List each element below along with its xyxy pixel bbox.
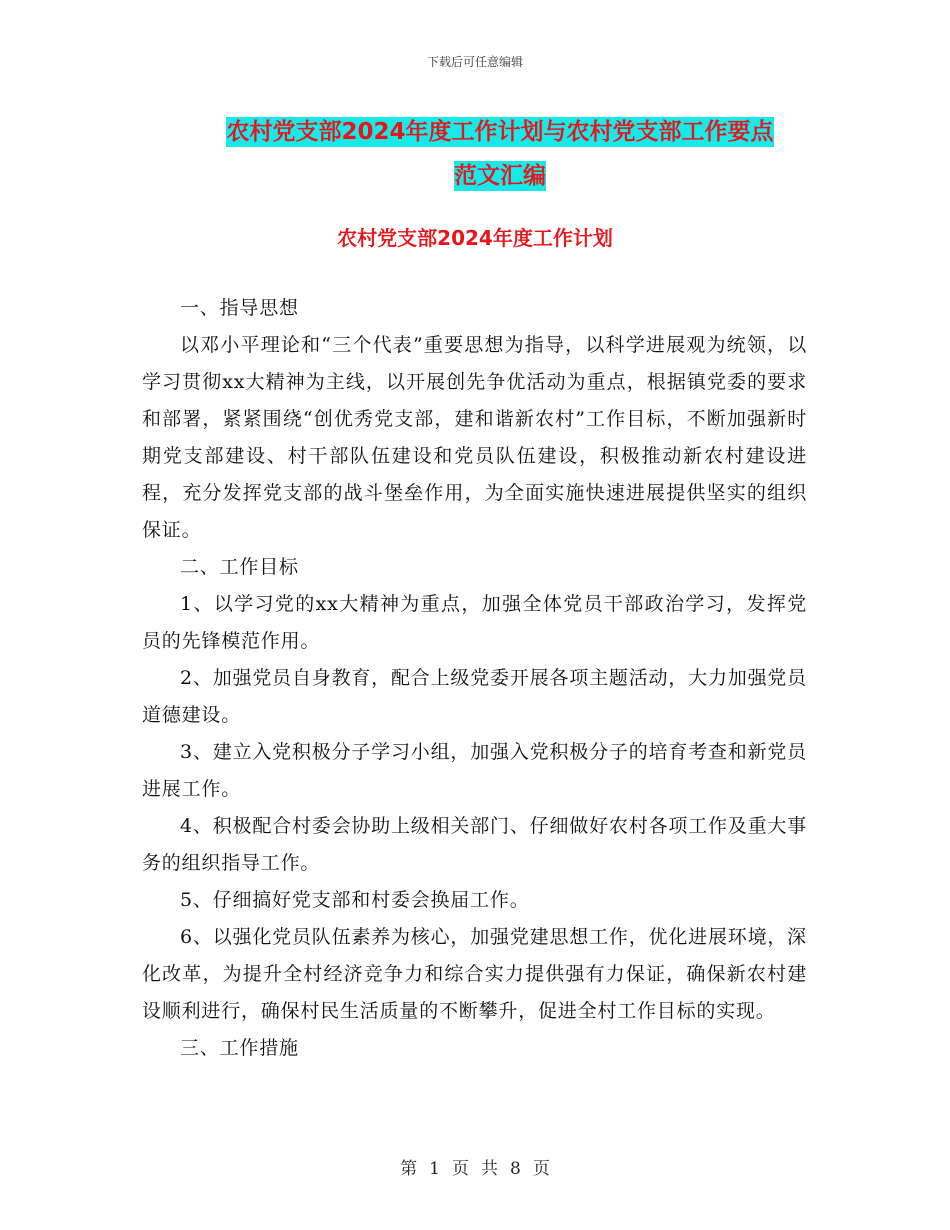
section-title: 农村党支部2024年度工作计划 <box>337 226 613 250</box>
footer-page-label: 第 <box>400 1159 418 1179</box>
title-line-2: 范文汇编 <box>454 163 546 189</box>
heading-work-measures: 三、工作措施 <box>180 1037 299 1059</box>
header-note: 下载后可任意编辑 <box>426 55 523 69</box>
footer-total-unit: 页 <box>532 1159 550 1179</box>
title-line-1: 农村党支部2024年度工作计划与农村党支部工作要点 <box>226 119 774 145</box>
goal-item-3: 3、建立入党积极分子学习小组，加强入党积极分子的培育考查和新党员进展工作。 <box>142 741 807 800</box>
goal-item-6: 6、以强化党员队伍素养为核心，加强党建思想工作，优化进展环境，深化改革，为提升全村经济竞争力和综合实力提供强有力保证，确保新农村建设顺利进行，确保村民生活质量的不断攀升，促进全村工作目标的实现。 <box>142 926 807 1022</box>
footer-page-unit: 页 <box>452 1159 469 1179</box>
heading-work-goals: 二、工作目标 <box>180 556 299 578</box>
paragraph-guiding-thought: 以邓小平理论和“三个代表”重要思想为指导，以科学进展观为统领，以学习贯彻xx大精神为主线，以开展创先争优活动为重点，根据镇党委的要求和部署，紧紧围绕“创优秀党支部，建和谐新农村”工作目标，不断加强新时期党支部建设、村干部队伍建设和党员队伍建设，积极推动新农村建设进程，充分发挥党支部的战斗堡垒作用，为全面实施快速进展提供坚实的组织保证。 <box>142 334 807 541</box>
page-footer <box>0 1154 950 1179</box>
goal-item-5: 5、仔细搞好党支部和村委会换届工作。 <box>180 889 530 911</box>
document-body <box>142 290 807 1067</box>
footer-total-label: 共 <box>481 1159 498 1179</box>
heading-guiding-thought: 一、指导思想 <box>180 297 299 319</box>
goal-item-2: 2、加强党员自身教育，配合上级党委开展各项主题活动，大力加强党员道德建设。 <box>142 667 807 726</box>
footer-total-pages: 8 <box>510 1159 521 1179</box>
document-title <box>140 110 860 198</box>
goal-item-1: 1、以学习党的xx大精神为重点，加强全体党员干部政治学习，发挥党员的先锋模范作用。 <box>142 593 807 652</box>
footer-page-number: 1 <box>429 1159 440 1179</box>
goal-item-4: 4、积极配合村委会协助上级相关部门、仔细做好农村各项工作及重大事务的组织指导工作。 <box>142 815 807 874</box>
